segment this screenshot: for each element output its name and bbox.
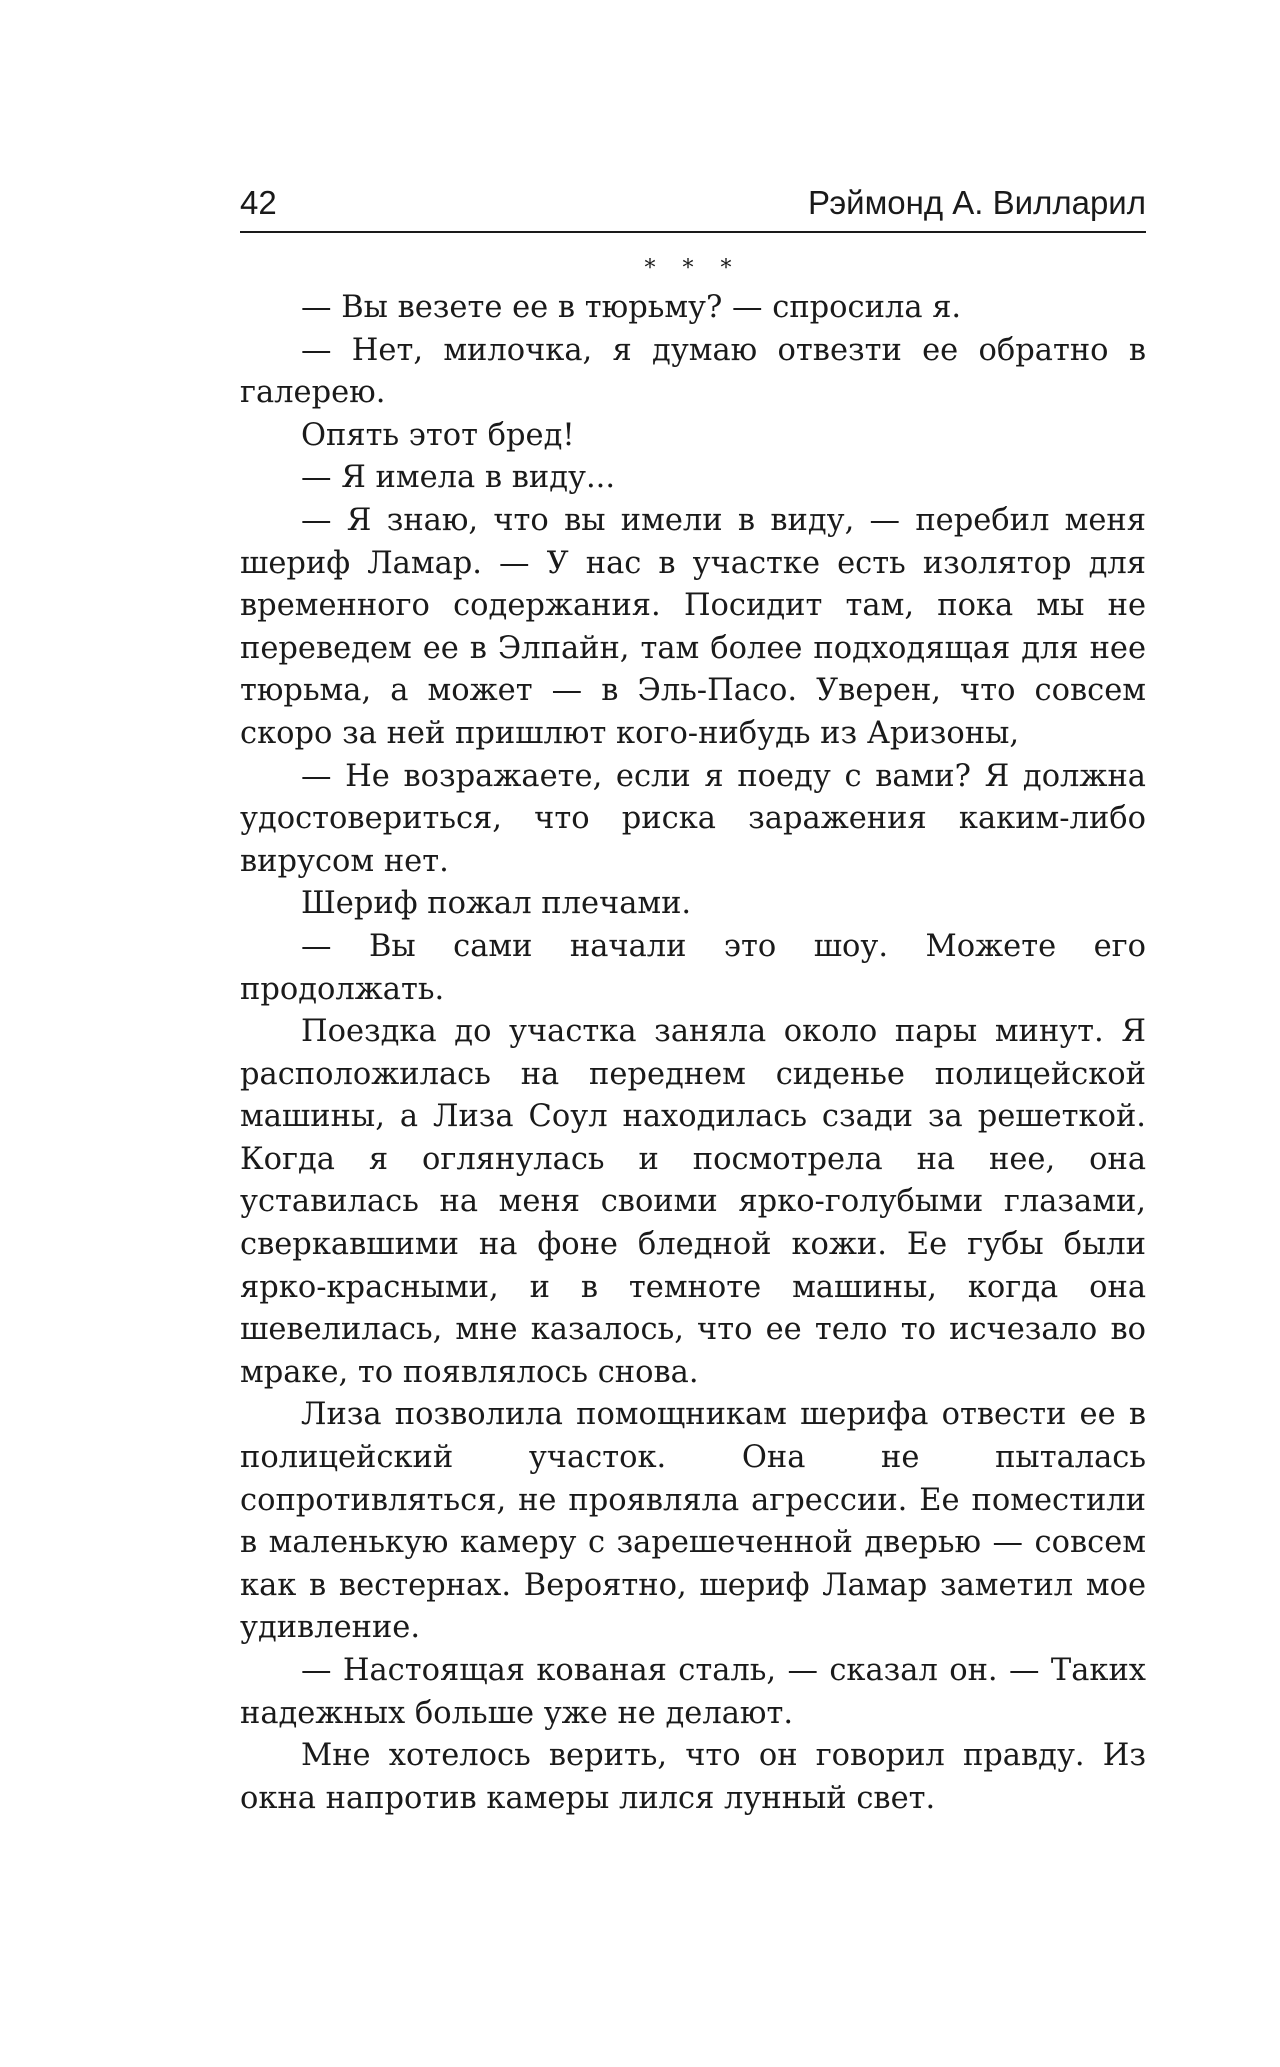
body-text xyxy=(240,287,1146,1820)
paragraph: — Не возражаете, если я поеду с вами? Я должна удостовериться, что риска заражения каким-либо вирусом нет. xyxy=(240,758,1146,879)
paragraph: — Я имела в виду... xyxy=(301,460,616,496)
section-divider: * * * xyxy=(644,256,742,281)
paragraph: — Нет, милочка, я думаю отвезти ее обратно в галерею. xyxy=(240,332,1146,411)
paragraph: Шериф пожал плечами. xyxy=(301,886,692,922)
page-number: 42 xyxy=(240,184,277,221)
book-page xyxy=(240,186,1146,1820)
paragraph: — Вы везете ее в тюрьму? — спросила я. xyxy=(301,290,962,325)
paragraph: — Вы сами начали это шоу. Можете его продолжать. xyxy=(240,928,1146,1007)
paragraph: Поездка до участка заняла около пары минут. Я расположилась на переднем сиденье полицейской машины, а Лиза Соул находилась сзади за решеткой. Когда я оглянулась и посмотрела на нее, она уставилась на меня своими ярко-голубыми глазами, сверкавшими на фоне бледной кожи. Ее губы были ярко-красными, и в темноте машины, когда она шевелилась, мне казалось, что ее тело то исчезало во мраке, то появлялось снова. xyxy=(240,1014,1146,1390)
running-head xyxy=(240,186,1146,233)
author-name: Рэймонд А. Вилларил xyxy=(808,184,1146,221)
paragraph: — Настоящая кованая сталь, — сказал он. — Таких надежных больше уже не делают. xyxy=(240,1653,1146,1731)
paragraph: Лиза позволила помощникам шерифа отвести ее в полицейский участок. Она не пыталась сопротивляться, не проявляла агрессии. Ее поместили в маленькую камеру с зарешеченной дверью — совсем как в вестернах. Вероятно, шериф Ламар заметил мое удивление. xyxy=(240,1397,1146,1646)
paragraph: Мне хотелось верить, что он говорил правду. Из окна напротив камеры лился лунный свет. xyxy=(240,1738,1146,1816)
paragraph: — Я знаю, что вы имели в виду, — перебил меня шериф Ламар. — У нас в участке есть изолятор для временного содержания. Посидит там, пока мы не переведем ее в Элпайн, там более подходящая для нее тюрьма, а может — в Эль-Пасо. Уверен, что совсем скоро за ней пришлют кого-нибудь из Аризоны, xyxy=(240,502,1146,751)
paragraph: Опять этот бред! xyxy=(301,417,575,453)
